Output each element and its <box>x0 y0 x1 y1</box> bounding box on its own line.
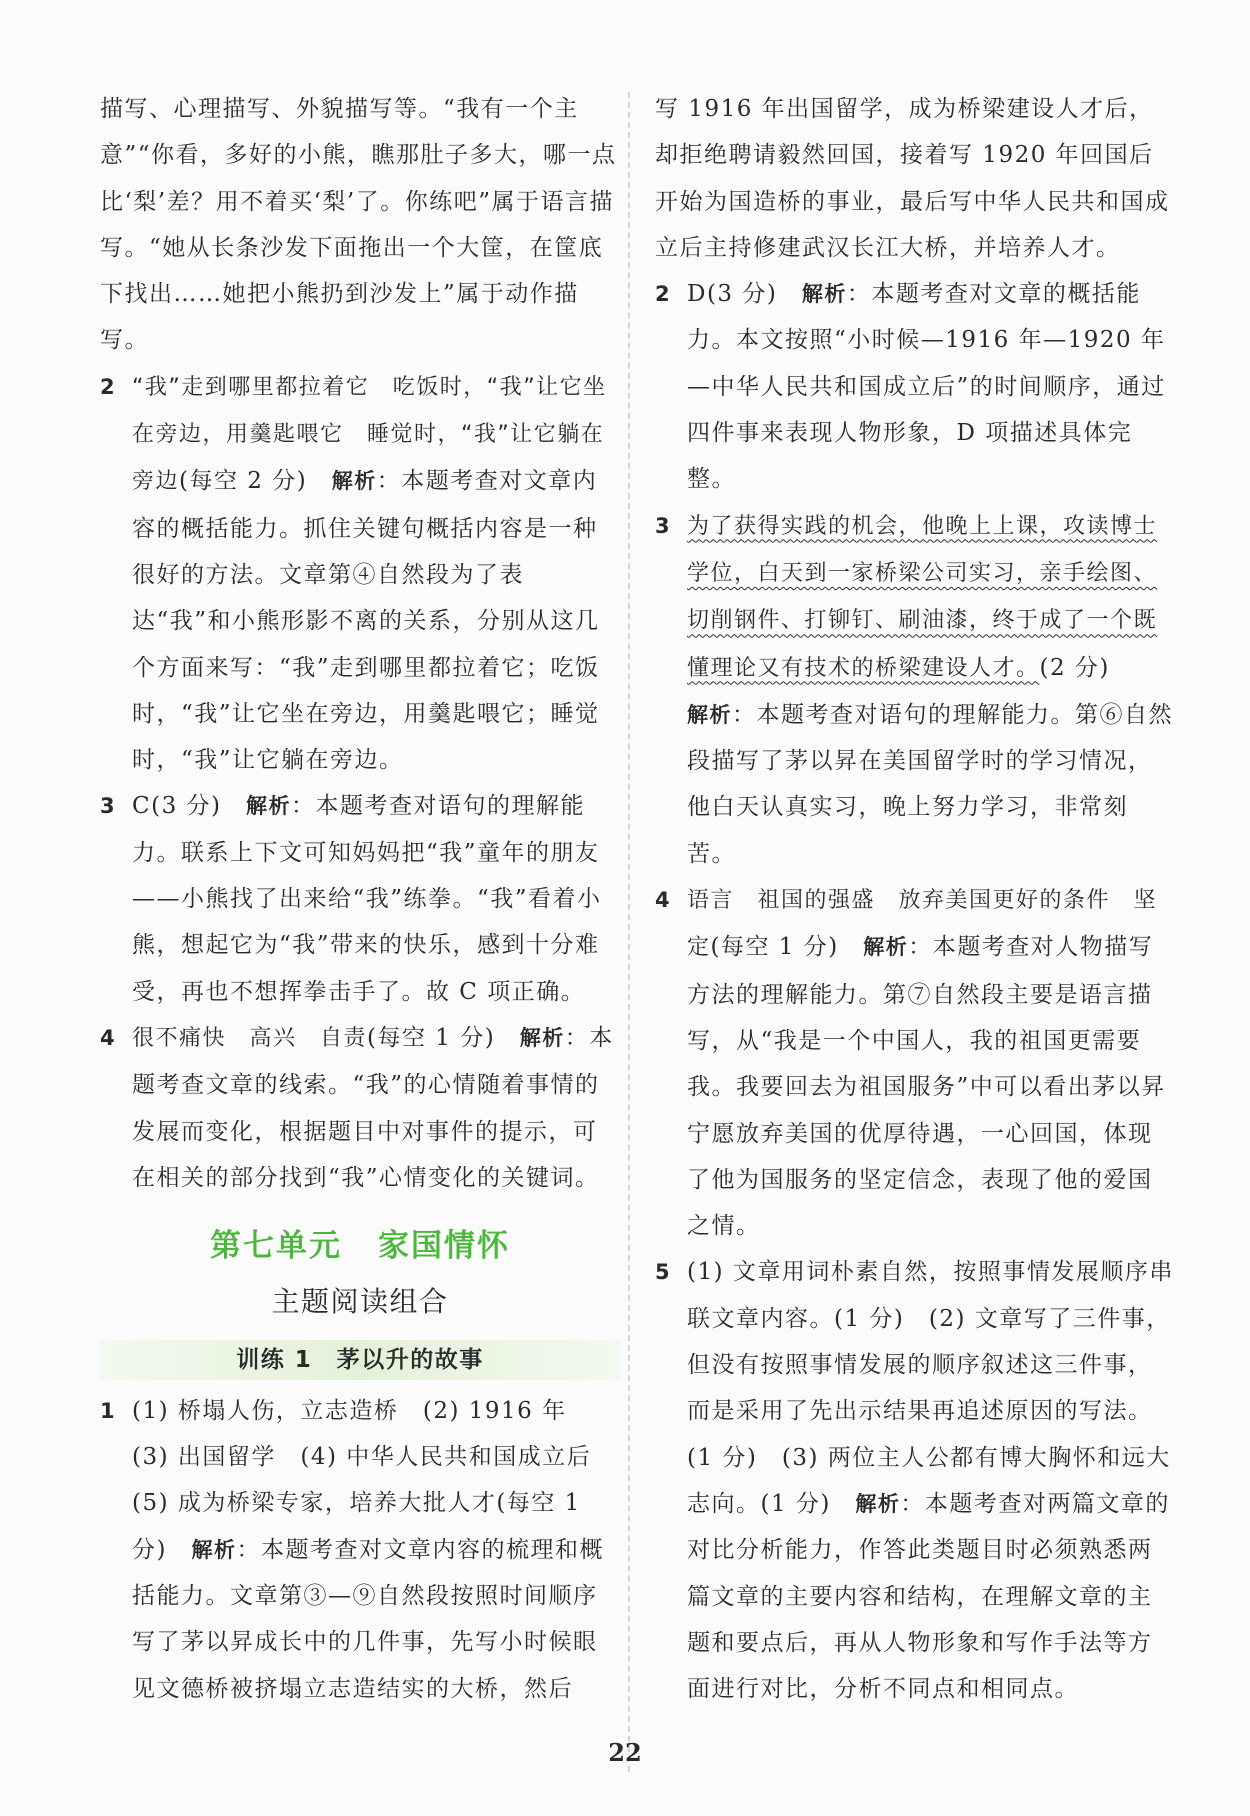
left-question-3 <box>100 783 620 1014</box>
left-question-1 <box>100 1388 620 1712</box>
score-text: (每空 2 分) <box>179 468 308 495</box>
question-number: 2 <box>655 282 672 307</box>
analysis-text: ：本题考查对语句的理解能力。联系上下文可知妈妈把“我”童年的朋友——小熊找了出来给“我”练拳。“我”看着小熊，想起它为“我”带来的快乐，感到十分难受，再也不想挥拳击手了。故 C 项正确。 <box>132 793 602 1005</box>
analysis-label: 解析 <box>687 702 732 727</box>
column-divider <box>628 92 630 1772</box>
score-text: (每空 1 分) <box>132 1490 581 1563</box>
unit-title: 家国情怀 <box>378 1228 510 1265</box>
question-number: 3 <box>100 794 117 819</box>
question-number: 5 <box>655 1260 672 1285</box>
question-number: 4 <box>100 1025 117 1050</box>
analysis-label: 解析 <box>855 1491 901 1516</box>
analysis-text: ：本题考查对语句的理解能力。第⑥自然段描写了茅以昇在美国留学时的学习情况，他白天认真实习，晚上努力学习，非常刻苦。 <box>687 701 1173 867</box>
analysis-label: 解析 <box>191 1537 237 1562</box>
analysis-text: ：本题考查对人物描写方法的理解能力。第⑦自然段主要是语言描写，从“我是一个中国人，我的祖国更需要我。我要回去为祖国服务”中可以看出茅以昇宁愿放弃美国的优厚待遇，一心回国，体现了他为国服务的坚定信念，表现了他的爱国之情。 <box>687 934 1166 1240</box>
question-number: 3 <box>655 513 672 538</box>
analysis-text: ：本题考查对文章的概括能力。本文按照“小时候—1916 年—1920 年—中华人民共和国成立后”的时间顺序，通过四件事来表现人物形象，D 项描述具体完整。 <box>687 281 1166 493</box>
score-text: (每空 1 分) <box>367 1024 496 1051</box>
answer-text: (1) 文章用词朴素自然，按照事情发展顺序串联文章内容。(1 分) (2) 文章写了三件事，但没有按照事情发展的顺序叙述这三件事，而是采用了先出示结果再追述原因的写法。(1 分) (3) 两位主人公都有博大胸怀和远大志向。(1 分) <box>687 1259 1174 1517</box>
analysis-label: 解析 <box>863 935 909 960</box>
right-intro-paragraph: 写 1916 年出国留学，成为桥梁建设人才后，却拒绝聘请毅然回国，接着写 1920 年回国后开始为国造桥的事业，最后写中华人民共和国成立后主持修建武汉长江大桥，并培养人才。 <box>655 96 1170 261</box>
question-number: 1 <box>100 1398 117 1423</box>
answer-text: 语言 祖国的强盛 放弃美国更好的条件 坚定 <box>687 888 1158 961</box>
page-number: 22 <box>608 1738 642 1767</box>
training-heading: 训练 1 茅以升的故事 <box>100 1340 620 1380</box>
left-question-4 <box>100 1015 620 1201</box>
answer-text: “我”走到哪里都拉着它 吃饭时，“我”让它坐在旁边，用羹匙喂它 睡觉时，“我”让它躺在旁边 <box>132 374 607 495</box>
unit-number: 第七单元 <box>210 1228 342 1265</box>
right-question-3 <box>655 503 1175 877</box>
answer-text: D(3 分) <box>687 281 778 308</box>
left-intro-paragraph: 描写、心理描写、外貌描写等。“我有一个主意”“你看，多好的小熊，瞧那肚子多大，哪一点比‘梨’差？用不着买‘梨’了。你练吧”属于语言描写。“她从长条沙发下面拖出一个大筐，在筐底下找出……她把小熊扔到沙发上”属于动作描写。 <box>100 96 617 354</box>
answer-text: 为了获得实践的机会，他晚上上课，攻读博士学位，白天到一家桥梁公司实习，亲手绘图、切削钢件、打铆钉、刷油漆，终于成了一个既懂理论又有技术的桥梁建设人才。 <box>687 513 1158 681</box>
left-column <box>100 86 620 1712</box>
left-question-2 <box>100 364 620 784</box>
answer-text: 很不痛快 高兴 自责 <box>132 1025 368 1051</box>
analysis-text: ：本题考查对文章内容的概括能力。抓住关键句概括内容是一种很好的方法。文章第④自然段为了表达“我”和小熊形影不离的关系，分别从这几个方面来写：“我”走到哪里都拉着它；吃饭时，“我”让它坐在旁边，用羹匙喂它；睡觉时，“我”让它躺在旁边。 <box>132 468 600 774</box>
analysis-text: ：本题考查文章的线索。“我”的心情随着事情的发展而变化，根据题目中对事件的提示，可在相关的部分找到“我”心情变化的关键词。 <box>132 1024 614 1191</box>
answer-text: C(3 分) <box>132 793 222 820</box>
analysis-label: 解析 <box>331 469 377 494</box>
question-number: 2 <box>100 374 117 399</box>
unit-heading <box>100 1223 620 1269</box>
analysis-label: 解析 <box>801 282 847 307</box>
right-question-2 <box>655 271 1175 502</box>
analysis-text: ：本题考查对两篇文章的对比分析能力，作答此类题目时必须熟悉两篇文章的主要内容和结构，在理解文章的主题和要点后，再从人物形象和写作手法等方面进行对比，分析不同点和相同点。 <box>687 1490 1170 1703</box>
answer-text: (1) 桥塌人伤，立志造桥 (2) 1916 年 (3) 出国留学 (4) 中华人民共和国成立后 (5) 成为桥梁专家，培养大批人才 <box>132 1397 616 1517</box>
theme-heading: 主题阅读组合 <box>271 1285 449 1319</box>
right-column <box>655 86 1175 1712</box>
question-number: 4 <box>655 888 672 913</box>
analysis-label: 解析 <box>246 794 291 819</box>
analysis-label: 解析 <box>519 1025 565 1050</box>
score-text: (2 分) <box>1039 654 1110 681</box>
analysis-text: ：本题考查对文章内容的梳理和概括能力。文章第③—⑨自然段按照时间顺序写了茅以昇成长中的几件事，先写小时候眼见文德桥被挤塌立志造结实的大桥，然后 <box>132 1536 604 1702</box>
score-text: (每空 1 分) <box>710 934 839 961</box>
right-question-4 <box>655 877 1175 1249</box>
right-question-5 <box>655 1249 1175 1712</box>
